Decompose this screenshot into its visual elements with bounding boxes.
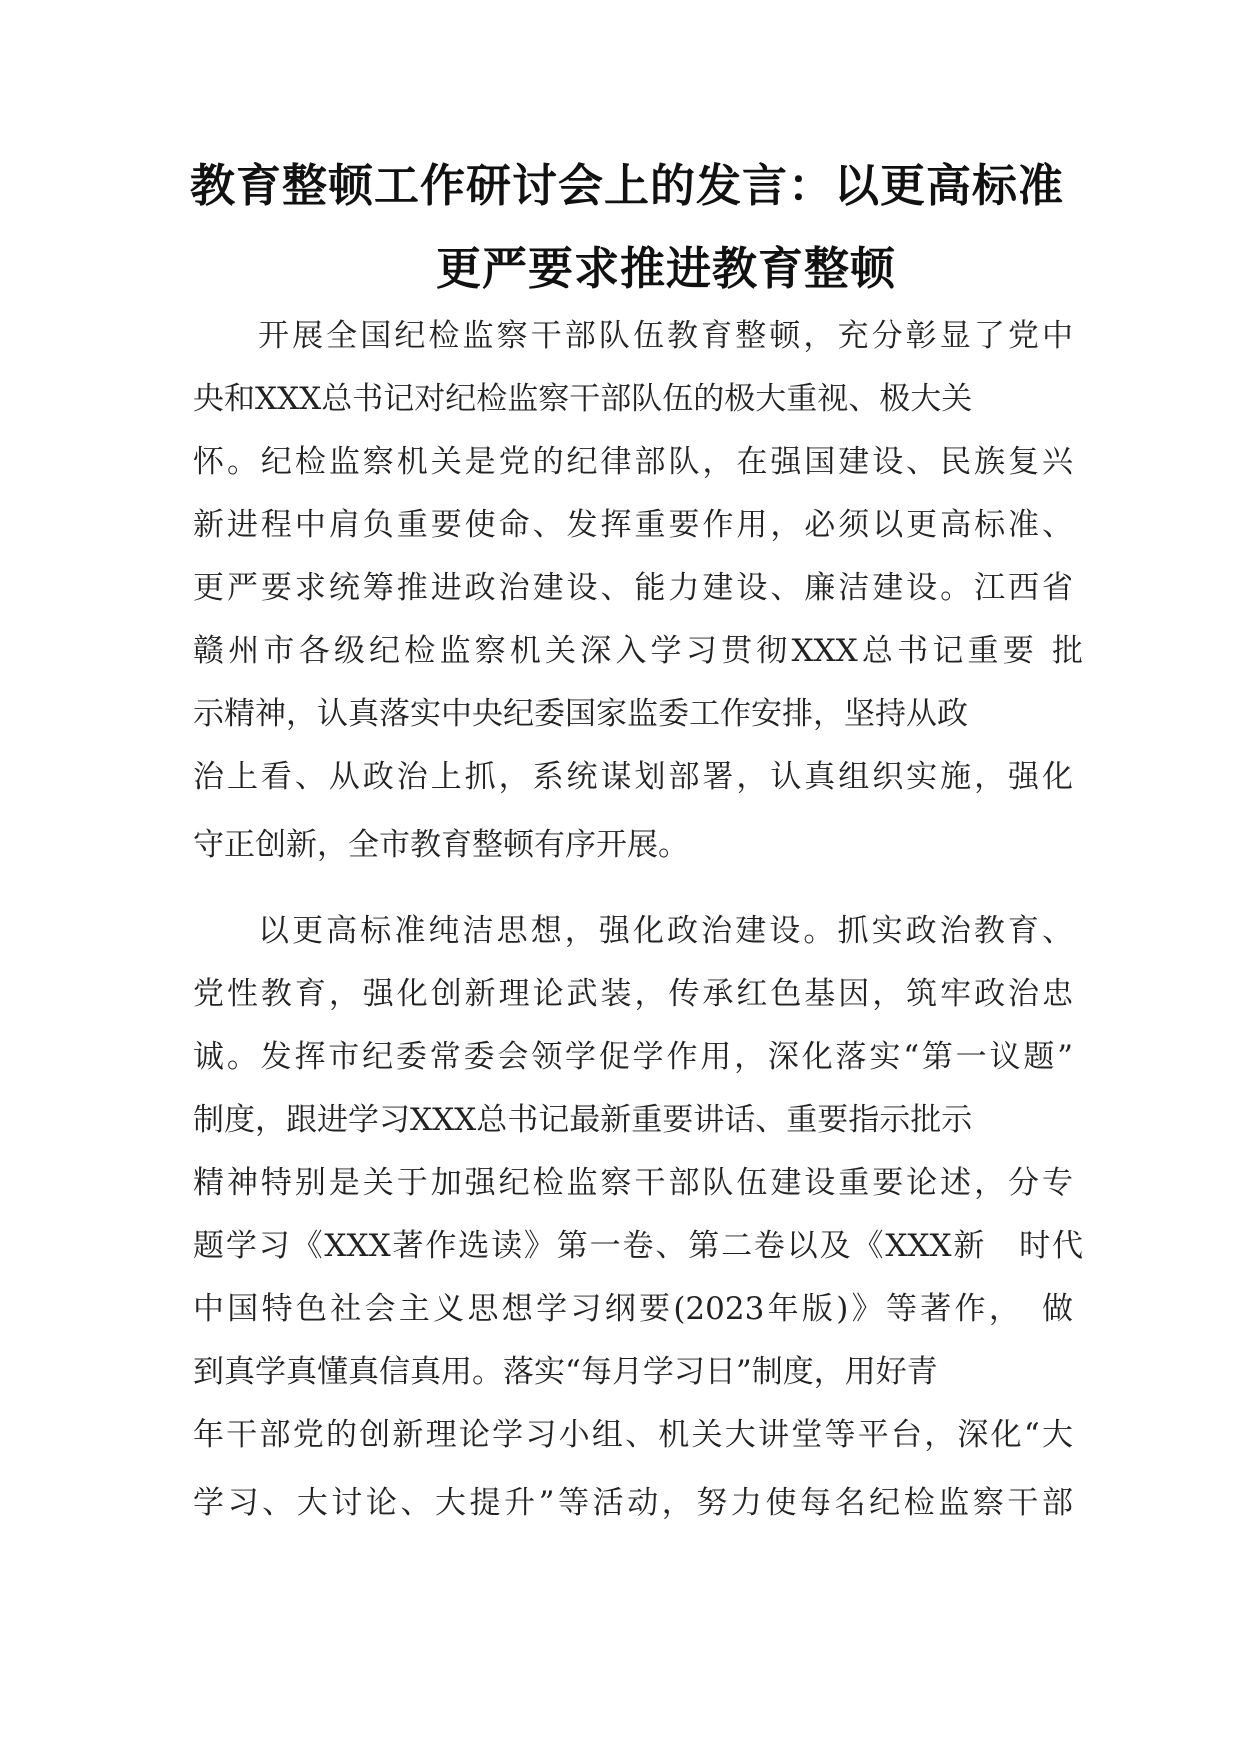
paragraph-1-line-3: 怀。纪检监察机关是党的纪律部队，在强国建设、民族复兴	[193, 444, 1073, 480]
paragraph-2-line-2: 党性教育，强化创新理论武装，传承红色基因，筑牢政治忠	[193, 976, 1073, 1012]
paragraph-2-line-4: 制度，跟进学习XXX总书记最新重要讲话、重要指示批示	[193, 1102, 973, 1138]
paragraph-2-line-10: 学习、大讨论、大提升”等活动，努力使每名纪检监察干部	[193, 1485, 1073, 1521]
paragraph-1-line-9: 守正创新，全市教育整顿有序开展。	[193, 827, 689, 863]
paragraph-2-line-6: 题学习《XXX著作选读》第一卷、第二卷以及《XXX新 时代	[193, 1228, 1083, 1264]
paragraph-2-line-1: 以更高标准纯洁思想，强化政治建设。抓实政治教育、	[258, 913, 1073, 949]
paragraph-1-line-6: 赣州市各级纪检监察机关深入学习贯彻XXX总书记重要 批	[193, 633, 1083, 669]
paragraph-1-line-1: 开展全国纪检监察干部队伍教育整顿，充分彰显了党中	[258, 318, 1073, 354]
paragraph-1-line-8: 治上看、从政治上抓，系统谋划部署，认真组织实施，强化	[193, 759, 1073, 795]
paragraph-1-line-2: 央和XXX总书记对纪检监察干部队伍的极大重视、极大关	[193, 381, 973, 417]
paragraph-1-line-7: 示精神，认真落实中央纪委国家监委工作安排，坚持从政	[193, 696, 968, 732]
document-title-line-2: 更严要求推进教育整顿	[436, 242, 897, 295]
paragraph-1-line-5: 更严要求统筹推进政治建设、能力建设、廉洁建设。江西省	[193, 570, 1073, 606]
paragraph-2-line-9: 年干部党的创新理论学习小组、机关大讲堂等平台，深化“大	[193, 1417, 1073, 1453]
paragraph-2-line-7: 中国特色社会主义思想学习纲要(2023年版)》等著作， 做	[193, 1291, 1073, 1327]
paragraph-1-line-4: 新进程中肩负重要使命、发挥重要作用，必须以更高标准、	[193, 507, 1073, 543]
paragraph-2-line-8: 到真学真懂真信真用。落实“每月学习日”制度，用好青	[193, 1354, 938, 1390]
paragraph-2-line-3: 诚。发挥市纪委常委会领学促学作用，深化落实“第一议题”	[193, 1039, 1073, 1075]
document-title-line-1: 教育整顿工作研讨会上的发言：以更高标准	[190, 159, 1065, 212]
paragraph-2-line-5: 精神特别是关于加强纪检监察干部队伍建设重要论述，分专	[193, 1165, 1073, 1201]
